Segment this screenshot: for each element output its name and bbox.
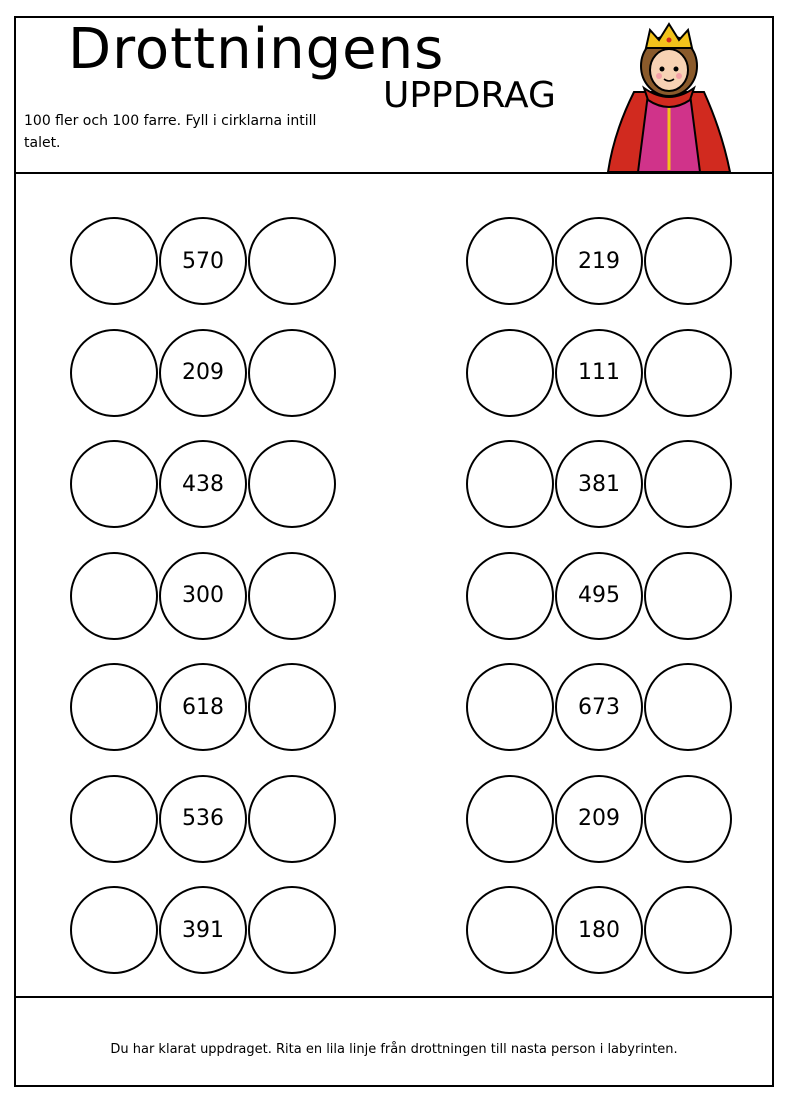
answer-circle-less[interactable] [70, 552, 158, 640]
given-number-circle: 111 [555, 329, 643, 417]
answer-circle-more[interactable] [248, 329, 336, 417]
answer-circle-less[interactable] [466, 775, 554, 863]
given-number-circle: 570 [159, 217, 247, 305]
answer-circle-less[interactable] [466, 886, 554, 974]
exercise-row [70, 663, 338, 751]
answer-circle-less[interactable] [70, 440, 158, 528]
exercise-row [466, 886, 734, 974]
answer-circle-more[interactable] [644, 663, 732, 751]
answer-circle-more[interactable] [248, 886, 336, 974]
answer-circle-less[interactable] [70, 217, 158, 305]
answer-circle-more[interactable] [644, 440, 732, 528]
given-number-circle: 209 [159, 329, 247, 417]
page-title: Drottningens [68, 17, 445, 82]
answer-circle-more[interactable] [248, 440, 336, 528]
exercise-row [70, 329, 338, 417]
answer-circle-more[interactable] [644, 775, 732, 863]
given-number-circle: 219 [555, 217, 643, 305]
exercise-row [70, 775, 338, 863]
exercise-row [466, 775, 734, 863]
page-subtitle: UPPDRAG [383, 75, 556, 116]
answer-circle-more[interactable] [644, 217, 732, 305]
exercise-row [466, 552, 734, 640]
given-number-circle: 300 [159, 552, 247, 640]
footer-divider [16, 996, 772, 998]
answer-circle-more[interactable] [644, 552, 732, 640]
answer-circle-more[interactable] [644, 886, 732, 974]
answer-circle-less[interactable] [466, 329, 554, 417]
answer-circle-more[interactable] [248, 217, 336, 305]
answer-circle-more[interactable] [248, 663, 336, 751]
exercise-row [466, 440, 734, 528]
given-number-circle: 381 [555, 440, 643, 528]
worksheet [14, 16, 774, 1087]
answer-circle-less[interactable] [70, 329, 158, 417]
given-number-circle: 495 [555, 552, 643, 640]
given-number-circle: 391 [159, 886, 247, 974]
given-number-circle: 180 [555, 886, 643, 974]
answer-circle-less[interactable] [70, 663, 158, 751]
given-number-circle: 673 [555, 663, 643, 751]
given-number-circle: 618 [159, 663, 247, 751]
instructions-text: 100 fler och 100 farre. Fyll i cirklarna intill talet. [24, 113, 317, 151]
answer-circle-less[interactable] [466, 440, 554, 528]
header-divider [16, 172, 772, 174]
exercise-row [70, 552, 338, 640]
given-number-circle: 438 [159, 440, 247, 528]
exercise-row [466, 217, 734, 305]
answer-circle-less[interactable] [70, 886, 158, 974]
footer-text: Du har klarat uppdraget. Rita en lila linje från drottningen till nasta person i labyrinten. [110, 1042, 678, 1057]
answer-circle-more[interactable] [248, 552, 336, 640]
exercise-row [70, 440, 338, 528]
given-number-circle: 209 [555, 775, 643, 863]
answer-circle-less[interactable] [466, 663, 554, 751]
answer-circle-less[interactable] [466, 552, 554, 640]
exercise-row [466, 663, 734, 751]
answer-circle-less[interactable] [466, 217, 554, 305]
queen-illustration [604, 22, 734, 174]
exercise-row [70, 886, 338, 974]
answer-circle-less[interactable] [70, 775, 158, 863]
exercise-row [466, 329, 734, 417]
exercise-row [70, 217, 338, 305]
given-number-circle: 536 [159, 775, 247, 863]
answer-circle-more[interactable] [644, 329, 732, 417]
answer-circle-more[interactable] [248, 775, 336, 863]
